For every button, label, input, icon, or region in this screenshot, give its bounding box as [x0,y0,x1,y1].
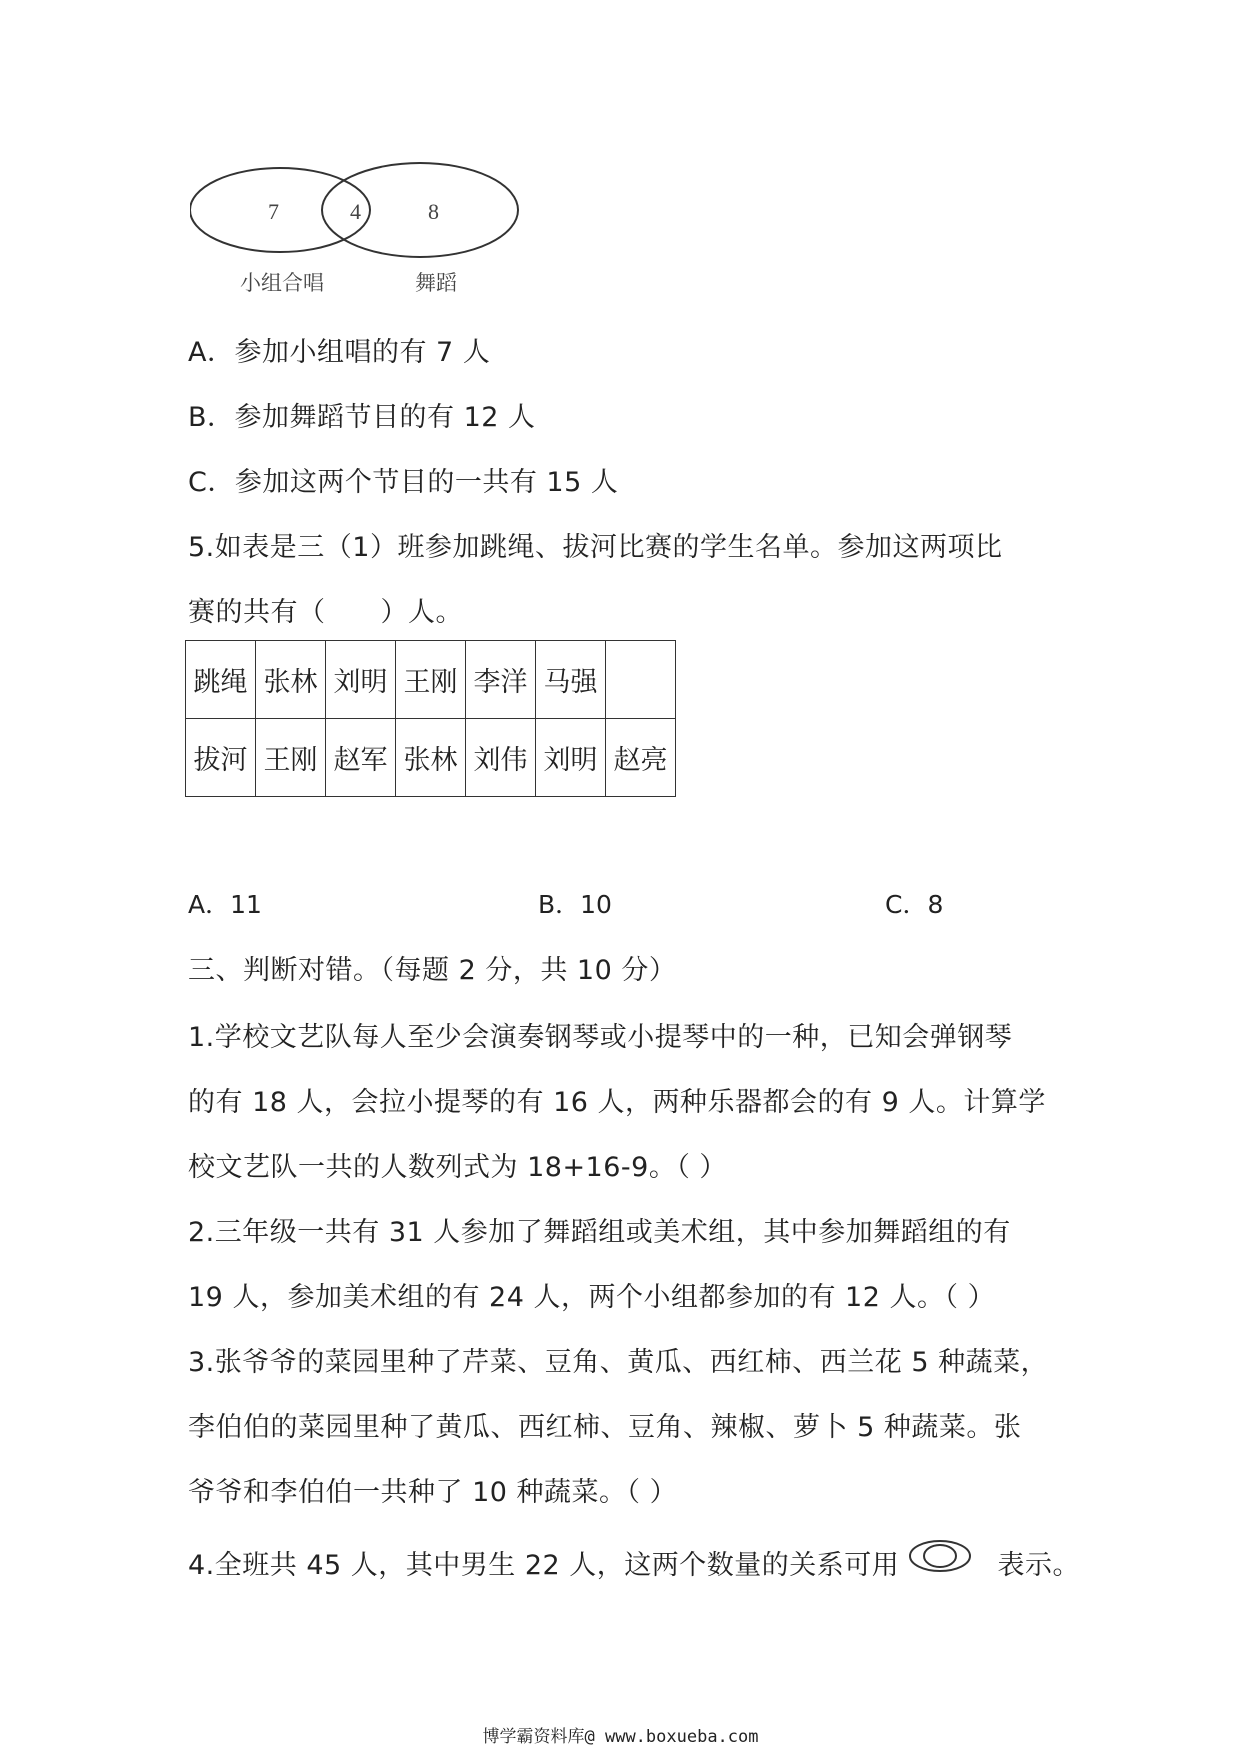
table-cell: 李洋 [466,641,536,719]
judge-q2-line2: 19 人，参加美术组的有 24 人，两个小组都参加的有 12 人。（ ） [188,1282,996,1313]
table-cell: 马强 [536,641,606,719]
table-cell: 王刚 [396,641,466,719]
table-cell [606,641,676,719]
table-cell: 赵亮 [606,719,676,797]
judge-q3-line3: 爷爷和李伯伯一共种了 10 种蔬菜。（ ） [188,1477,678,1508]
venn-right-label: 舞蹈 [415,271,457,295]
q5-text-line2: 赛的共有（ ）人。 [188,597,463,628]
venn-left-label: 小组合唱 [240,271,324,295]
table-cell: 跳绳 [186,641,256,719]
venn-left-value: 7 [268,199,279,224]
nested-circles-icon [908,1538,988,1578]
q5-text-line1: 5.如表是三（1）班参加跳绳、拔河比赛的学生名单。参加这两项比 [188,532,1003,563]
table-cell: 王刚 [256,719,326,797]
venn-diagram [190,155,530,260]
table-cell: 刘明 [326,641,396,719]
venn-overlap-value: 4 [350,199,361,224]
q5-option-c: C．8 [885,890,944,919]
table-cell: 张林 [256,641,326,719]
judge-q1-line3: 校文艺队一共的人数列式为 18+16-9。（ ） [188,1152,727,1183]
judge-q4-text: 4.全班共 45 人，其中男生 22 人，这两个数量的关系可用 [188,1550,900,1581]
table-cell: 赵军 [326,719,396,797]
venn-right-value: 8 [428,199,439,224]
table-row [186,641,676,719]
q5-option-b: B．10 [538,890,612,919]
table-cell: 张林 [396,719,466,797]
judge-q1-line1: 1.学校文艺队每人至少会演奏钢琴或小提琴中的一种，已知会弹钢琴 [188,1022,1013,1053]
judge-q2-line1: 2.三年级一共有 31 人参加了舞蹈组或美术组，其中参加舞蹈组的有 [188,1217,1011,1248]
footer-watermark: 博学霸资料库@ www.boxueba.com [482,1727,759,1747]
judge-q3-line2: 李伯伯的菜园里种了黄瓜、西红柿、豆角、辣椒、萝卜 5 种蔬菜。张 [188,1412,1022,1443]
option-b: B．参加舞蹈节目的有 12 人 [188,402,536,433]
table-cell: 刘伟 [466,719,536,797]
table-row [186,719,676,797]
judge-q1-line2: 的有 18 人，会拉小提琴的有 16 人，两种乐器都会的有 9 人。计算学 [188,1087,1046,1118]
q5-option-a: A．11 [188,890,262,919]
section3-heading: 三、判断对错。（每题 2 分，共 10 分） [188,955,677,986]
judge-q4-text-end: 表示。 [997,1550,1080,1581]
name-table [185,640,676,797]
table-cell: 拔河 [186,719,256,797]
table-cell: 刘明 [536,719,606,797]
option-c: C．参加这两个节目的一共有 15 人 [188,467,619,498]
judge-q3-line1: 3.张爷爷的菜园里种了芹菜、豆角、黄瓜、西红柿、西兰花 5 种蔬菜， [188,1347,1049,1378]
judge-q4-line [188,1538,1080,1582]
option-a: A．参加小组唱的有 7 人 [188,337,491,368]
